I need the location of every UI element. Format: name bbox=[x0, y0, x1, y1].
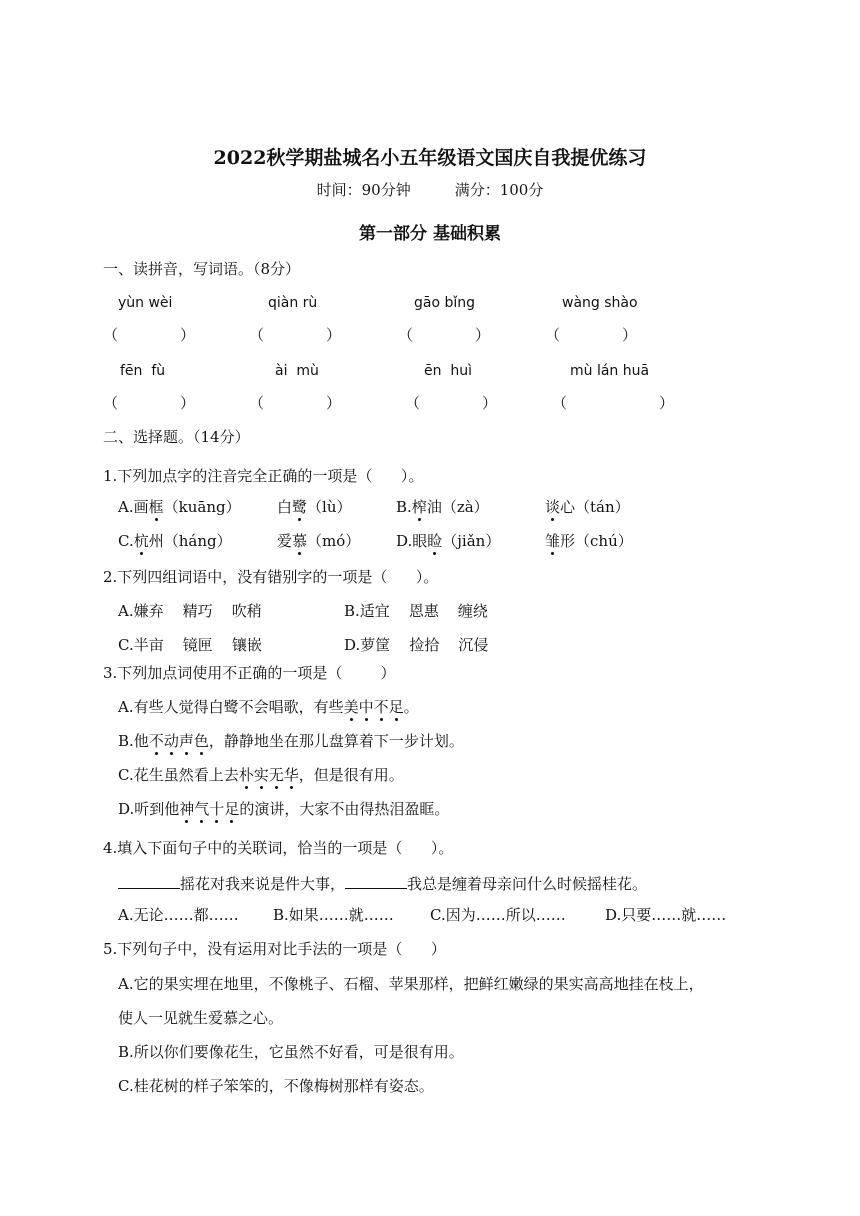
answer-box-3[interactable]: （ ） bbox=[398, 326, 491, 344]
time-limit: 时间：90分钟 bbox=[316, 181, 411, 199]
pinyin-4: wàng shào bbox=[562, 295, 638, 311]
q3-option-b[interactable]: B.他不动声色，静静地坐在那儿盘算着下一步计划。 bbox=[118, 732, 464, 750]
q5-option-a-cont: 使人一见就生爱慕之心。 bbox=[118, 1009, 284, 1027]
q3-option-a[interactable]: A.有些人觉得白鹭不会唱歌，有些美中不足。 bbox=[118, 698, 419, 716]
q2-option-a[interactable]: A.嫌弃 精巧 吹稍 bbox=[118, 602, 262, 620]
pinyin-1: yùn wèi bbox=[118, 295, 173, 311]
q4-sentence: 摇花对我来说是件大事， 我总是缠着母亲问什么时候摇桂花。 bbox=[118, 872, 647, 894]
q1-option-a[interactable]: A.画框（kuāng） bbox=[118, 498, 241, 516]
q5-option-a[interactable]: A.它的果实埋在地里，不像桃子、石榴、苹果那样，把鲜红嫩绿的果实高高地挂在枝上， bbox=[118, 975, 704, 993]
pinyin-6: ài mù bbox=[275, 363, 319, 379]
section2-heading: 二、选择题。（14分） bbox=[103, 428, 250, 446]
q1-stem: 1.下列加点字的注音完全正确的一项是（ ）。 bbox=[103, 467, 424, 485]
q1-option-c-2: 爱慕（mó） bbox=[277, 532, 361, 550]
pinyin-7: ēn huì bbox=[424, 363, 473, 379]
q3-option-d[interactable]: D.听到他神气十足的演讲，大家不由得热泪盈眶。 bbox=[118, 800, 450, 818]
q3-stem: 3.下列加点词使用不正确的一项是（ ） bbox=[103, 664, 396, 682]
answer-box-5[interactable]: （ ） bbox=[103, 394, 196, 412]
pinyin-2: qiàn rù bbox=[268, 295, 318, 311]
part-title: 第一部分 基础积累 bbox=[359, 224, 501, 244]
q5-option-b[interactable]: B.所以你们要像花生，它虽然不好看，可是很有用。 bbox=[118, 1043, 464, 1061]
pinyin-5: fēn fù bbox=[120, 363, 166, 379]
q4-blank-2[interactable] bbox=[345, 872, 407, 889]
page-title: 2022秋学期盐城名小五年级语文国庆自我提优练习 bbox=[213, 147, 647, 169]
q1-option-a-2: 白鹭（lù） bbox=[277, 498, 352, 516]
pinyin-8: mù lán huā bbox=[570, 363, 650, 379]
q5-option-c[interactable]: C.桂花树的样子笨笨的，不像梅树那样有姿态。 bbox=[118, 1077, 434, 1095]
q1-option-b[interactable]: B.榨油（zà） bbox=[396, 498, 489, 516]
answer-box-7[interactable]: （ ） bbox=[405, 394, 498, 412]
q1-option-c[interactable]: C.杭州（háng） bbox=[118, 532, 232, 550]
q1-option-b-2: 谈心（tán） bbox=[545, 498, 630, 516]
pinyin-3: gāo bǐng bbox=[414, 295, 476, 311]
q2-option-b[interactable]: B.适宜 恩惠 缠绕 bbox=[344, 602, 488, 620]
q4-blank-1[interactable] bbox=[118, 872, 180, 889]
answer-box-6[interactable]: （ ） bbox=[249, 394, 342, 412]
q5-stem: 5.下列句子中，没有运用对比手法的一项是（ ） bbox=[103, 940, 446, 958]
q4-option-b[interactable]: B.如果……就…… bbox=[273, 906, 394, 924]
answer-box-8[interactable]: （ ） bbox=[552, 394, 675, 412]
q2-option-d[interactable]: D.萝筐 捡拾 沉侵 bbox=[344, 636, 489, 654]
section1-heading: 一、读拼音，写词语。（8分） bbox=[103, 260, 301, 278]
answer-box-2[interactable]: （ ） bbox=[249, 326, 342, 344]
full-score: 满分：100分 bbox=[454, 181, 544, 199]
exam-info bbox=[0, 180, 860, 200]
q3-option-c[interactable]: C.花生虽然看上去朴实无华，但是很有用。 bbox=[118, 766, 404, 784]
answer-box-4[interactable]: （ ） bbox=[545, 326, 638, 344]
q2-stem: 2.下列四组词语中，没有错别字的一项是（ ）。 bbox=[103, 568, 439, 586]
q4-option-d[interactable]: D.只要……就…… bbox=[605, 906, 727, 924]
q1-option-d[interactable]: D.眼睑（jiǎn） bbox=[396, 532, 501, 550]
answer-box-1[interactable]: （ ） bbox=[103, 326, 196, 344]
q2-option-c[interactable]: C.半亩 镜匣 镶嵌 bbox=[118, 636, 262, 654]
q1-option-d-2: 雏形（chú） bbox=[545, 532, 633, 550]
q4-option-c[interactable]: C.因为……所以…… bbox=[430, 906, 566, 924]
q4-option-a[interactable]: A.无论……都…… bbox=[118, 906, 239, 924]
q4-stem: 4.填入下面句子中的关联词，恰当的一项是（ ）。 bbox=[103, 839, 454, 857]
